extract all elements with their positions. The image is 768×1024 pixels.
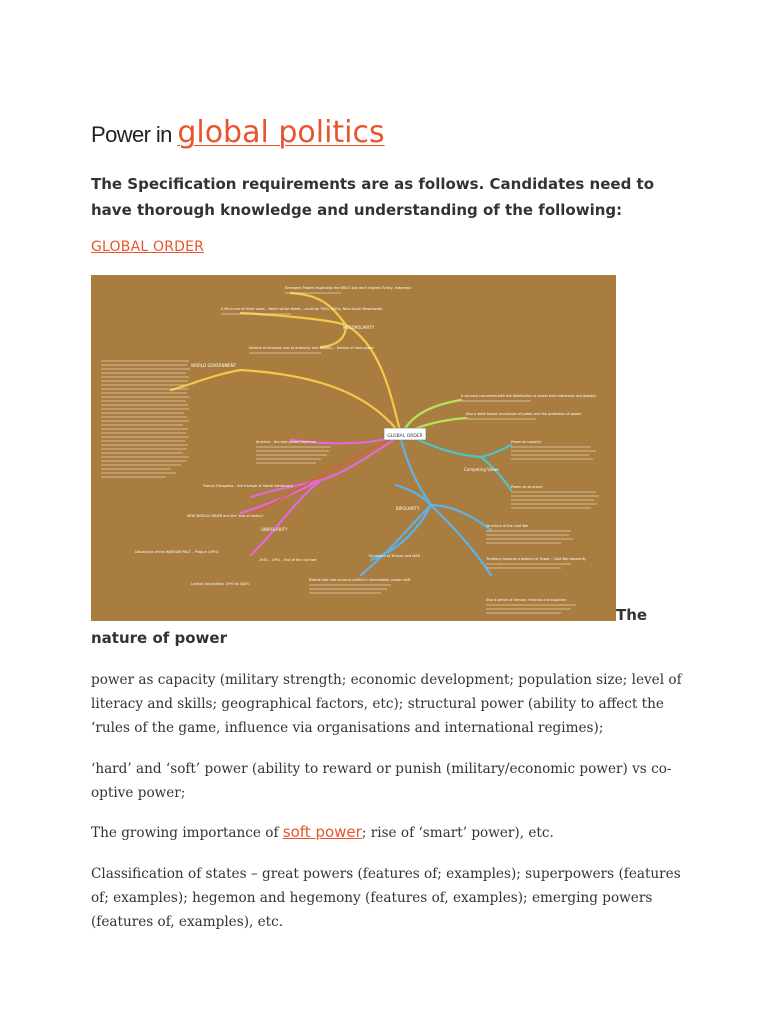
- mindmap-note: Power as capacity: [511, 440, 542, 444]
- mindmap-image: [91, 275, 616, 621]
- paragraph-text: ; rise of ‘smart’ power), etc.: [361, 825, 554, 841]
- intro-text: The Specification requirements are as follows. Candidates need to have thorough knowledge and understanding of the following:: [91, 175, 655, 219]
- mindmap-note: 1945 – 1991 – End of the cold war: [259, 558, 317, 562]
- mindmap-note: Power as structure: [511, 485, 543, 489]
- page-title: [91, 112, 385, 150]
- section-heading-start: The: [616, 606, 648, 624]
- mindmap-note: London Declaration 1990 by NATO: [191, 582, 250, 586]
- paragraph-soft-power-importance: [91, 820, 701, 845]
- mindmap-note: Also a state based conception of power and the protection of power: [466, 412, 582, 416]
- mindmap-center: GLOBAL ORDER: [387, 434, 423, 439]
- title-prefix: Power in: [91, 122, 178, 147]
- mindmap-note: Dissolution of the WARSAW PACT – Prague (1991): [135, 550, 220, 554]
- mindmap-note: A Minimum of three poles – Need not be states – could be TNCs, NGOs, New Social Movements: [221, 307, 383, 311]
- branch-bipolarity: BIPOLARITY: [396, 506, 420, 511]
- mindmap-note: NEW WORLD ORDER and the "end of history": [187, 514, 264, 518]
- mindmap-note: Structure of the cold War: [486, 524, 529, 528]
- mindmap-note: Francis Fukuyama – the triumph of liberal democracy: [203, 484, 294, 488]
- soft-power-link[interactable]: soft power: [282, 823, 362, 841]
- global-order-link[interactable]: GLOBAL ORDER: [91, 239, 205, 255]
- branch-unipolarity: UNIPOLARITY: [261, 527, 288, 532]
- branch-multipolarity: MULTIPOLARITY: [343, 325, 375, 330]
- paragraph-power-capacity: power as capacity (military strength; economic development; population size; level of literacy and skills; geographical factors, etc); structural power (ability to affect the ‘rules of the game, influence via organisations and international regimes);: [91, 672, 682, 736]
- branch-world-government: WORLD GOVERNMENT: [191, 363, 237, 368]
- paragraph-text: The growing importance of: [91, 825, 283, 841]
- mindmap-note: Also a period of tension, mistrust and suspicion: [486, 598, 567, 602]
- mindmap-note: Emergent Powers especially the BRICS but don't neglect Turkey, Indonesia: [285, 286, 412, 290]
- section-heading-nature-of-power: nature of power: [91, 629, 227, 647]
- branch-competing-views: Competing Views: [464, 467, 499, 472]
- mindmap-note: Decline of America: loss of authority and stability – Decline of hard power: [249, 346, 374, 350]
- mindmap-note: Realist take into account conflict in formulation; power shift: [309, 578, 411, 582]
- mindmap-note: Dynamics of Tension and MAD: [369, 554, 421, 558]
- title-link[interactable]: global politics: [177, 115, 385, 150]
- mindmap-note: A concept concerned with the distribution of power both nationally and globally: [461, 394, 597, 398]
- paragraph-hard-soft-power: ‘hard’ and ‘soft’ power (ability to reward or punish (military/economic power) vs co-optive power;: [91, 761, 672, 801]
- mindmap-note: America – the new global hegemon: [256, 440, 316, 444]
- paragraph-classification-of-states: Classification of states – great powers (features of; examples); superpowers (features of; examples); hegemon and hegemony (features of, examples); emerging powers (features of, examples), etc.: [91, 866, 681, 930]
- mindmap-note: Tendency towards a balance of Power – Cold War bipolarity: [486, 557, 586, 561]
